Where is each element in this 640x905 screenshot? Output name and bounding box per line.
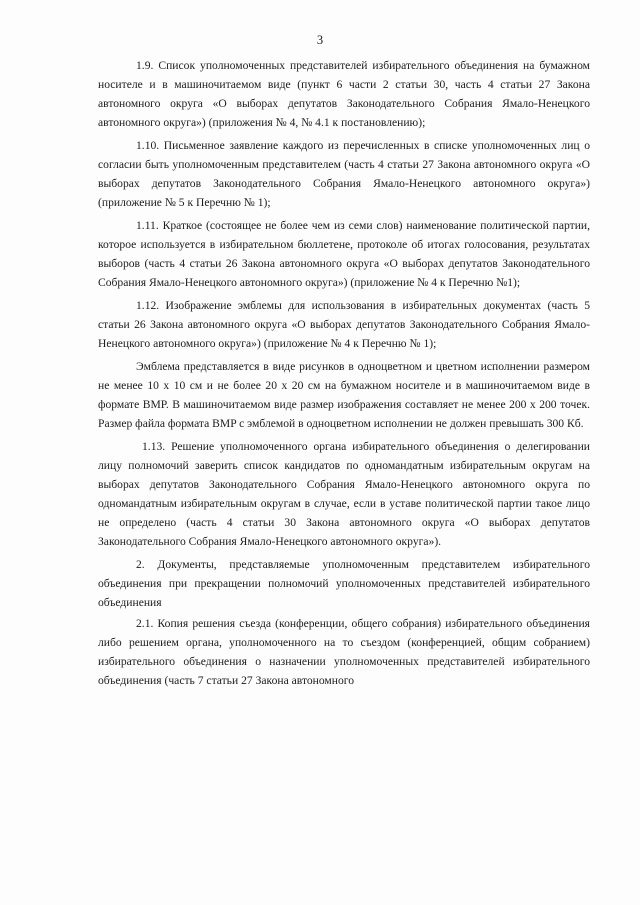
page-number: 3 — [316, 33, 324, 47]
paragraph-1-11: 1.11. Краткое (состоящее не более чем из семи слов) наименование политической партии, которое используется в избирательном бюллетене, протоколе об итогах голосования, результатах выборов (часть 4 статьи 26 Закона автономного округа «О выборах депутатов Законодательного Собрания Ямало-Ненецкого автономного округа») (приложение № 4 к Перечню №1); — [98, 219, 590, 289]
paragraph-1-9: 1.9. Список уполномоченных представителей избирательного объединения на бумажном носителе и в машиночитаемом виде (пункт 6 части 2 статьи 30, часть 4 статьи 27 Закона автономного округа «О выборах депутатов Законодательного Собрания Ямало-Ненецкого автономного округа») (приложения № 4, № 4.1 к постановлению); — [98, 59, 590, 129]
document-body — [98, 56, 590, 694]
paragraph-1-13: 1.13. Решение уполномоченного органа избирательного объединения о делегировании лицу полномочий заверить список кандидатов по одномандатным избирательным округам на выборах депутатов Законодательного Собрания Ямало-Ненецкого автономного округа по одномандатным избирательным округам в случае, если в уставе политической партии такое лицо не определено (часть 4 статьи 30 Закона автономного округа «О выборах депутатов Законодательного Собрания Ямало-Ненецкого автономного округа»). — [98, 440, 590, 548]
paragraph-2-1: 2.1. Копия решения съезда (конференции, общего собрания) избирательного объединения либо решением органа, уполномоченного на то съездом (конференцией, общим собранием) избирательного объединения о назначении уполномоченных представителей избирательного объединения (часть 7 статьи 27 Закона автономного — [98, 617, 590, 687]
paragraph-emblem-requirements: Эмблема представляется в виде рисунков в одноцветном и цветном исполнении размером не менее 10 х 10 см и не более 20 х 20 см на бумажном носителе и в машиночитаемом виде в формате BMP. В машиночитаемом виде размер изображения составляет не менее 200 х 200 точек. Размер файла формата BMP с эмблемой в одноцветном исполнении не должен превышать 300 Кб. — [98, 360, 590, 430]
paragraph-1-12: 1.12. Изображение эмблемы для использования в избирательных документах (часть 5 статьи 26 Закона автономного округа «О выборах депутатов Законодательного Собрания Ямало-Ненецкого автономного округа») (приложение № 4 к Перечню № 1); — [98, 299, 590, 350]
paragraph-2-heading: 2. Документы, представляемые уполномоченным представителем избирательного объединения при прекращении полномочий уполномоченных представителей избирательного объединения — [98, 558, 590, 609]
paragraph-1-10: 1.10. Письменное заявление каждого из перечисленных в списке уполномоченных лиц о согласии быть уполномоченным представителем (часть 4 статьи 27 Закона автономного округа «О выборах депутатов Законодательного Собрания Ямало-Ненецкого автономного округа») (приложение № 5 к Перечню № 1); — [98, 139, 590, 209]
